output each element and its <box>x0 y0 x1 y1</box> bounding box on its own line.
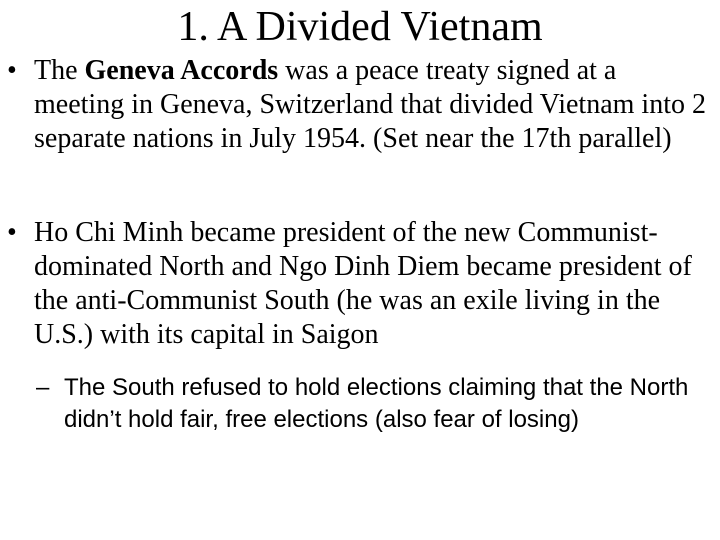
bullet-marker: • <box>7 217 17 248</box>
bullet2-text: Ho Chi Minh became president of the new Communist-dominated North and Ngo Dinh Diem became president of the anti-Communist South (he was an exile living in the U.S.) with its capital in Saigon <box>34 217 692 350</box>
slide-title: 1. A Divided Vietnam <box>177 4 543 50</box>
bullet1-text-pre: The <box>34 55 85 86</box>
bullet-leaders <box>0 216 720 352</box>
sub-bullet-marker: – <box>36 374 50 401</box>
bullet1-text-post: was a peace treaty signed at a meeting in Geneva, Switzerland that divided Vietnam into 2 separate nations in July 1954. (Set near the 17th parallel) <box>34 55 706 154</box>
bullet-geneva-accords <box>0 54 720 156</box>
bullet-list <box>0 54 720 436</box>
bullet-marker: • <box>7 55 17 86</box>
sub-bullet-elections <box>0 372 720 436</box>
sub-bullet-text: The South refused to hold elections claiming that the North didn’t hold fair, free elections (also fear of losing) <box>64 374 689 433</box>
bullet1-bold-term: Geneva Accords <box>84 55 279 86</box>
